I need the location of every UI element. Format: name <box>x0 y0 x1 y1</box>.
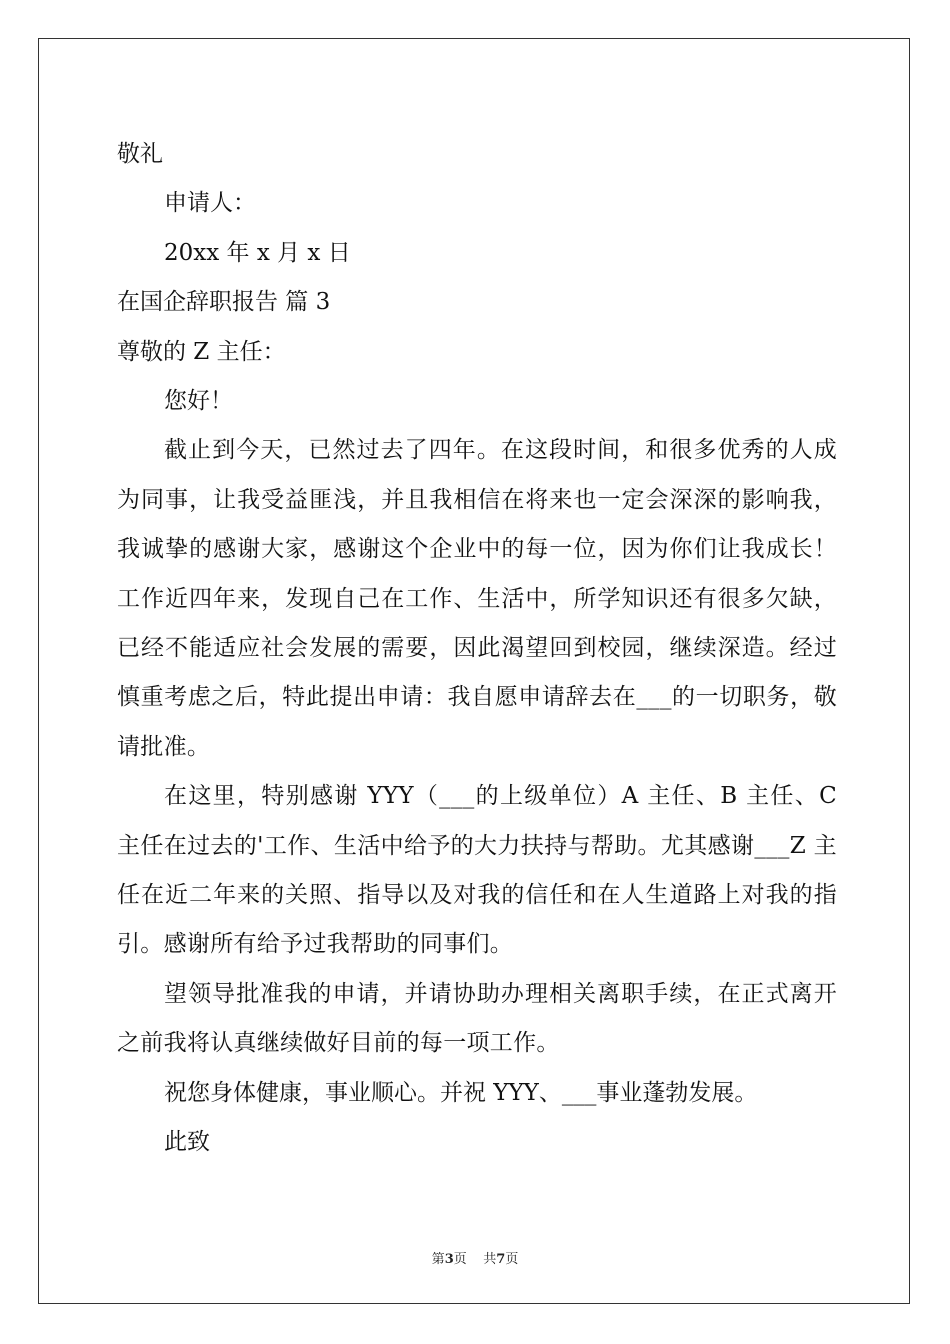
applicant-label: 申请人： <box>164 190 256 217</box>
body-paragraph-3: 望领导批准我的申请，并请协助办理相关离职手续，在正式离开之前我将认真继续做好目前的每一项工作。 <box>117 980 837 1057</box>
footer-page-suffix: 页 <box>505 1252 519 1267</box>
body-paragraph-2: 在这里，特别感谢 YYY（___的上级单位）A 主任、B 主任、C 主任在过去的'工作、生活中给予的大力扶持与帮助。尤其感谢___Z 主任在近二年来的关照、指导以及对我的信任和在人生道路上对我的指引。感谢所有给予过我帮助的同事们。 <box>117 783 837 958</box>
date-line: 20xx 年 x 月 x 日 <box>164 239 351 266</box>
wishes-line: 祝您身体健康，事业顺心。并祝 YYY、___事业蓬勃发展。 <box>164 1079 758 1106</box>
closing-line: 此致 <box>164 1129 210 1156</box>
footer-page-total: 7 <box>496 1252 506 1267</box>
footer-page-prefix: 第 <box>431 1252 445 1267</box>
body-paragraph-1: 截止到今天，已然过去了四年。在这段时间，和很多优秀的人成为同事，让我受益匪浅，并且我相信在将来也一定会深深的影响我，我诚挚的感谢大家，感谢这个企业中的每一位，因为你们让我成长！工作近四年来，发现自己在工作、生活中，所学知识还有很多欠缺，已经不能适应社会发展的需要，因此渴望回到校园，继续深造。经过慎重考虑之后，特此提出申请：我自愿申请辞去在___的一切职务，敬请批准。 <box>117 437 837 760</box>
greeting-line: 您好！ <box>164 387 233 414</box>
recipient-line: 尊敬的 Z 主任： <box>117 338 286 365</box>
footer-page-current: 3 <box>444 1252 454 1267</box>
document-body <box>117 130 837 1167</box>
footer-page-mid: 页 共 <box>453 1252 497 1267</box>
page-footer <box>0 1248 950 1267</box>
section-title: 在国企辞职报告 篇 3 <box>117 289 331 316</box>
closing-salute: 敬礼 <box>117 141 163 167</box>
